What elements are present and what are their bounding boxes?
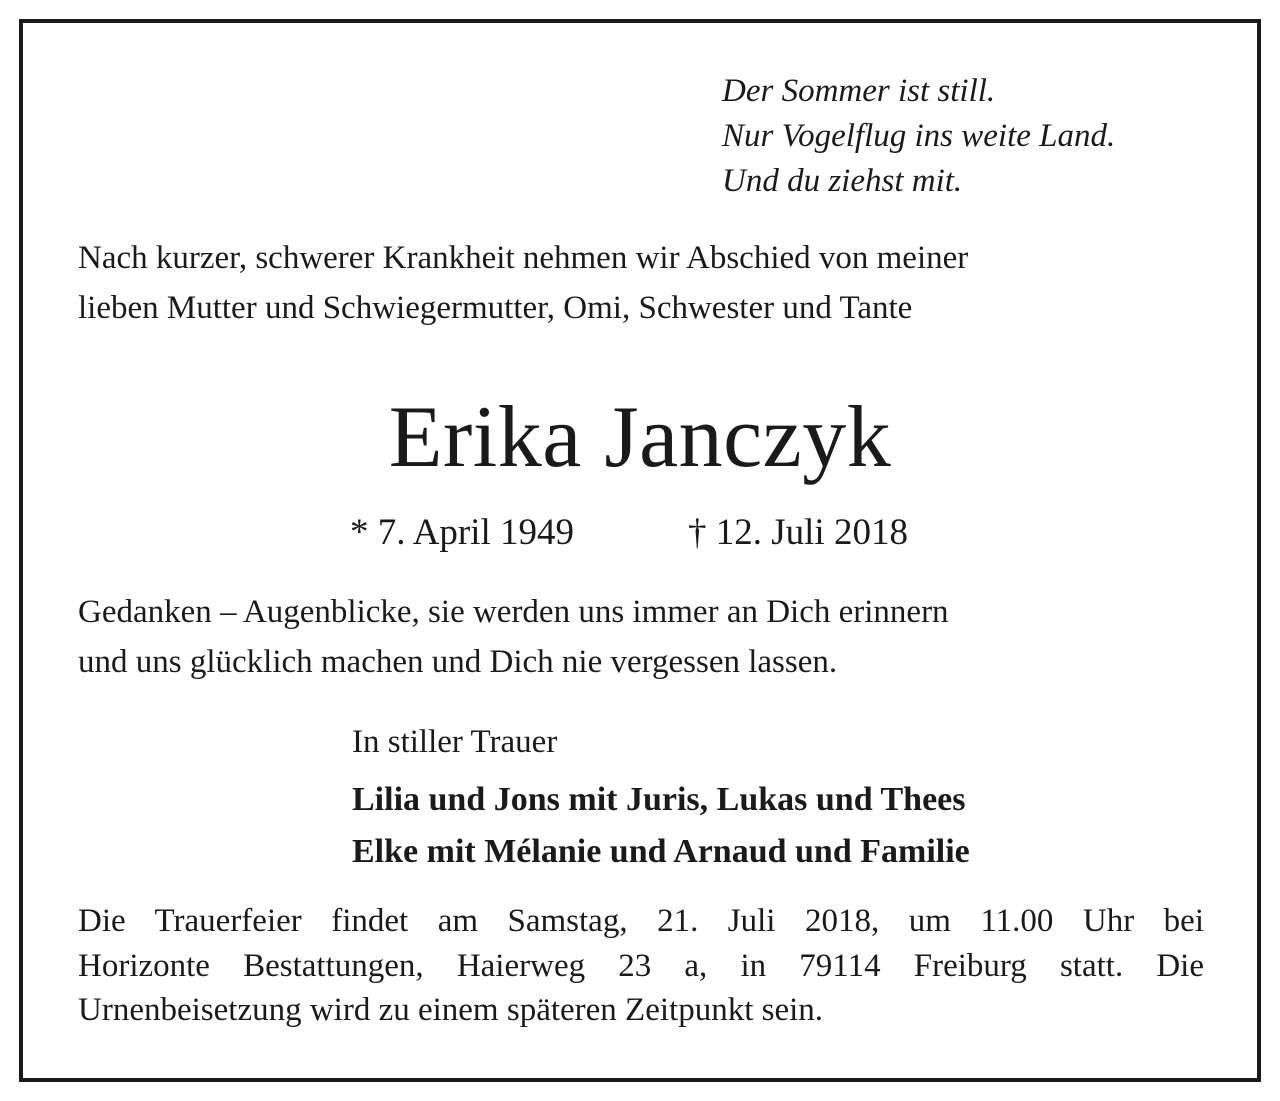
birth-date: * 7. April 1949: [350, 512, 575, 553]
poem-line-3: Und du ziehst mit.: [722, 163, 963, 199]
service-line-3: Urnenbeisetzung wird zu einem späteren Zeitpunkt sein.: [78, 992, 824, 1028]
mourning-label: In stiller Trauer: [352, 724, 558, 760]
intro-line-1: Nach kurzer, schwerer Krankheit nehmen wir Abschied von meiner: [78, 240, 969, 276]
thoughts-line-1: Gedanken – Augenblicke, sie werden uns immer an Dich erinnern: [78, 594, 949, 630]
poem-line-1: Der Sommer ist still.: [722, 73, 996, 109]
service-line-2: Horizonte Bestattungen, Haierweg 23 a, in 79114 Freiburg statt. Die: [78, 948, 1204, 984]
intro-line-2: lieben Mutter und Schwiegermutter, Omi, Schwester und Tante: [78, 290, 913, 326]
service-line-1: Die Trauerfeier findet am Samstag, 21. Juli 2018, um 11.00 Uhr bei: [78, 903, 1204, 939]
mourner-family-1: Lilia und Jons mit Juris, Lukas und Thees: [352, 781, 966, 818]
death-date: † 12. Juli 2018: [688, 512, 908, 553]
poem-line-2: Nur Vogelflug ins weite Land.: [722, 118, 1116, 154]
thoughts-line-2: und uns glücklich machen und Dich nie vergessen lassen.: [78, 644, 838, 680]
deceased-name: Erika Janczyk: [388, 389, 892, 486]
mourner-family-2: Elke mit Mélanie und Arnaud und Familie: [352, 833, 970, 870]
